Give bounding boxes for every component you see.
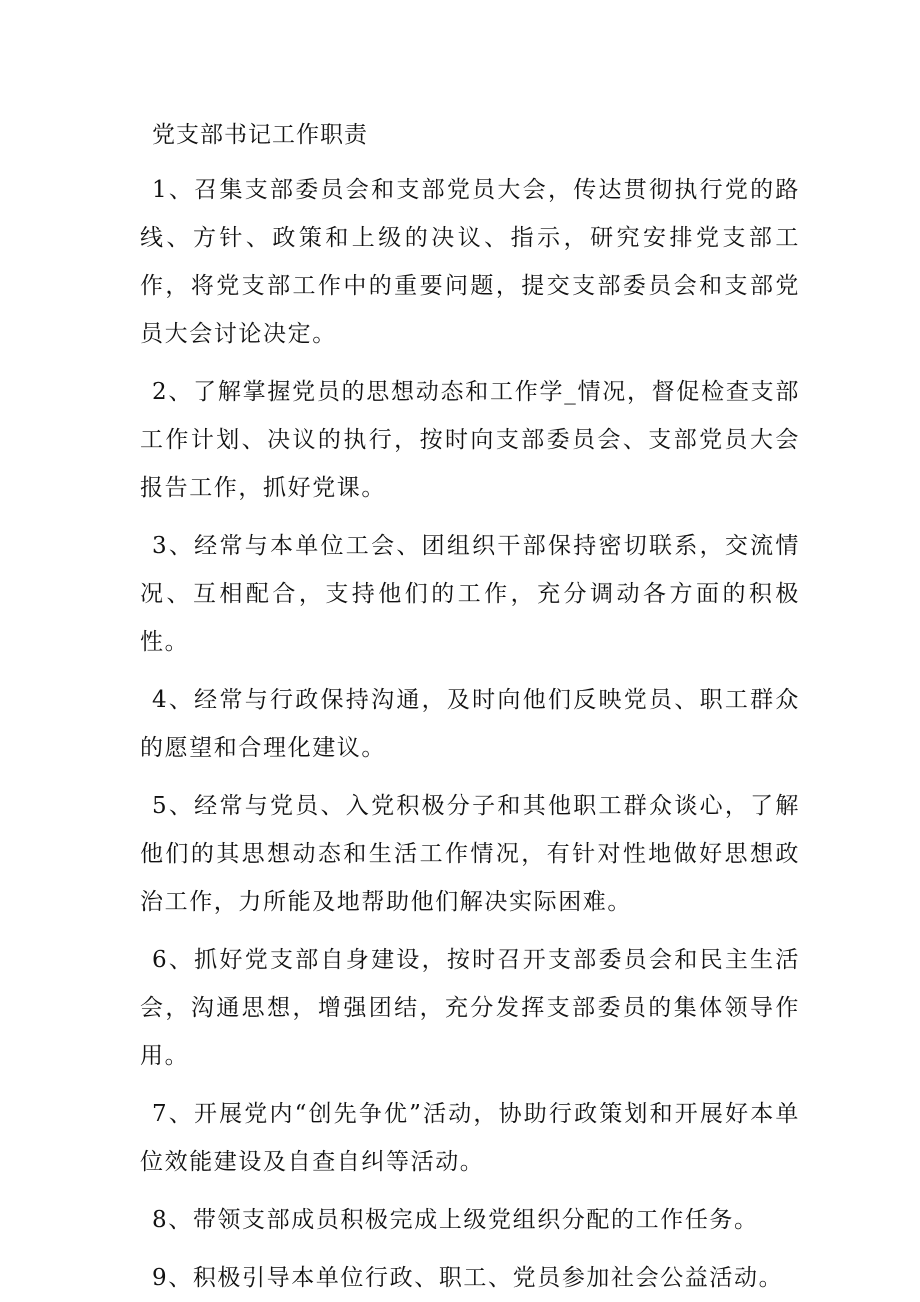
duty-item-8: 8、带领支部成员积极完成上级党组织分配的工作任务。 xyxy=(152,1207,759,1233)
duty-item-3: 3、经常与本单位工会、团组织干部保持密切联系，交流情况、互相配合，支持他们的工作，充分调动各方面的积极性。 xyxy=(140,533,800,655)
duty-item-4: 4、经常与行政保持沟通，及时向他们反映党员、职工群众的愿望和合理化建议。 xyxy=(140,687,800,761)
document-title: 党支部书记工作职责 xyxy=(152,122,368,148)
duty-item-6: 6、抓好党支部自身建设，按时召开支部委员会和民主生活会，沟通思想，增强团结，充分发挥支部委员的集体领导作用。 xyxy=(140,947,800,1069)
duty-item-5: 5、经常与党员、入党积极分子和其他职工群众谈心，了解他们的其思想动态和生活工作情况，有针对性地做好思想政治工作，力所能及地帮助他们解决实际困难。 xyxy=(140,793,800,915)
duty-item-9: 9、积极引导本单位行政、职工、党员参加社会公益活动。 xyxy=(152,1265,784,1291)
duty-item-2: 2、了解掌握党员的思想动态和工作学_情况，督促检查支部工作计划、决议的执行，按时向支部委员会、支部党员大会报告工作，抓好党课。 xyxy=(140,379,800,501)
duty-item-1: 1、召集支部委员会和支部党员大会，传达贯彻执行党的路线、方针、政策和上级的决议、指示，研究安排党支部工作，将党支部工作中的重要问题，提交支部委员会和支部党员大会讨论决定。 xyxy=(140,177,800,347)
duty-item-7: 7、开展党内“创先争优”活动，协助行政策划和开展好本单位效能建设及自查自纠等活动。 xyxy=(140,1101,800,1175)
